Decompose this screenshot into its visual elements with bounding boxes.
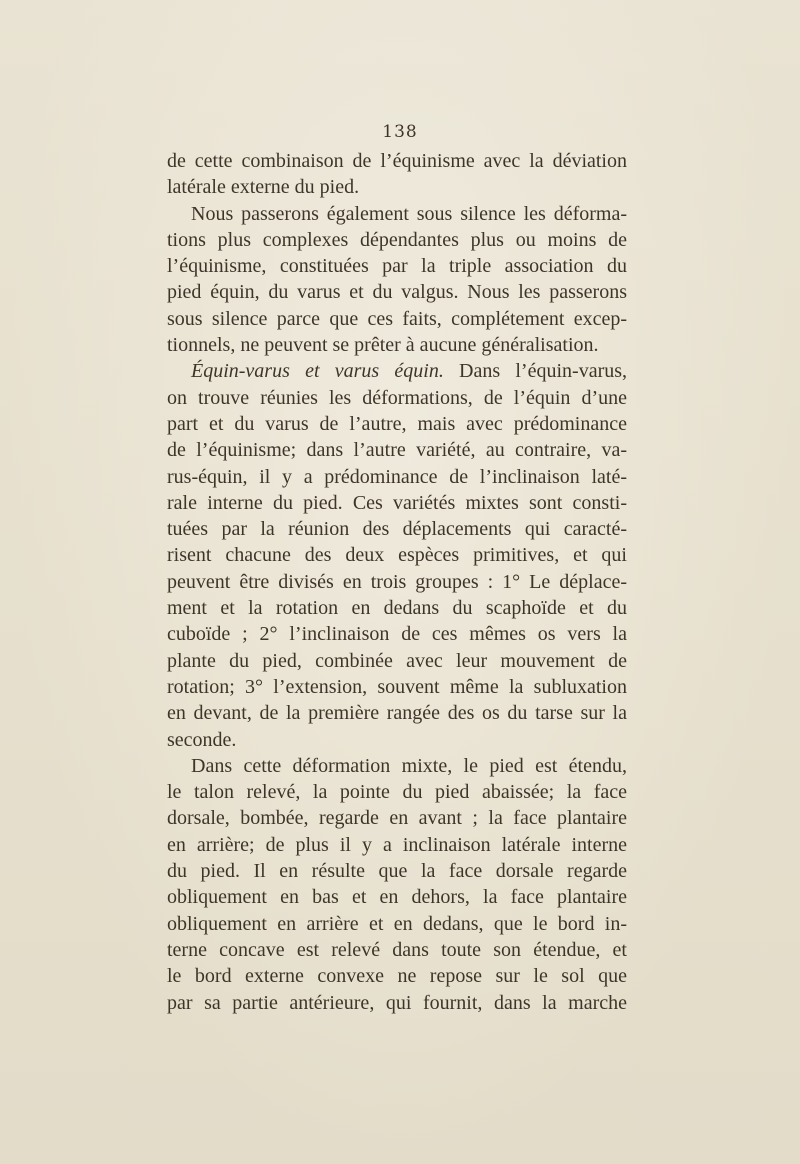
text-line: pied équin, du varus et du valgus. Nous les passerons <box>167 281 627 304</box>
text-line: terne concave est relevé dans toute son étendue, et <box>167 938 627 961</box>
section-heading-italic: Équin-varus et varus équin. <box>191 360 444 383</box>
text-line: rale interne du pied. Ces variétés mixtes sont consti- <box>167 491 627 514</box>
text-line: Dans cette déformation mixte, le pied est étendu, <box>191 754 627 777</box>
text-line: de cette combinaison de l’équinisme avec la déviation <box>167 150 627 172</box>
text-line: part et du varus de l’autre, mais avec prédominance <box>167 412 627 435</box>
text-line: obliquement en arrière et en dedans, que le bord in- <box>167 912 627 935</box>
text-line: de l’équinisme; dans l’autre variété, au contraire, va- <box>167 439 627 462</box>
text-line: le bord externe convexe ne repose sur le sol que <box>167 965 627 988</box>
text-line: sous silence parce que ces faits, complétement excep- <box>167 307 627 330</box>
text-line-content: Dans l’équin-varus, <box>443 360 628 383</box>
text-line: le talon relevé, la pointe du pied abaissée; la face <box>167 781 627 804</box>
text-line: Nous passerons également sous silence les déforma- <box>191 202 627 225</box>
text-line: l’équinisme, constituées par la triple association du <box>167 255 627 278</box>
text-line: plante du pied, combinée avec leur mouvement de <box>167 649 627 672</box>
text-line: ment et la rotation en dedans du scaphoïde et du <box>167 597 627 620</box>
text-line: obliquement en bas et en dehors, la face plantaire <box>167 886 627 909</box>
text-line: du pied. Il en résulte que la face dorsale regarde <box>167 860 627 883</box>
text-line: rotation; 3° l’extension, souvent même la subluxation <box>167 675 627 698</box>
text-line: tions plus complexes dépendantes plus ou moins de <box>167 228 627 251</box>
text-line: seconde. <box>167 728 237 751</box>
text-line: tuées par la réunion des déplacements qui caracté- <box>167 518 627 541</box>
text-line: en devant, de la première rangée des os du tarse sur la <box>167 702 627 725</box>
text-line: latérale externe du pied. <box>167 176 360 199</box>
body-text <box>167 148 627 1016</box>
text-line: dorsale, bombée, regarde en avant ; la face plantaire <box>167 807 627 830</box>
text-line: par sa partie antérieure, qui fournit, dans la marche <box>167 991 627 1014</box>
text-line: on trouve réunies les déformations, de l’équin d’une <box>167 386 627 409</box>
text-line: risent chacune des deux espèces primitives, et qui <box>167 544 627 567</box>
text-line: cuboïde ; 2° l’inclinaison de ces mêmes os vers la <box>167 623 627 646</box>
page-number: 138 <box>382 122 418 142</box>
text-line: en arrière; de plus il y a inclinaison latérale interne <box>167 833 627 856</box>
text-line <box>167 358 627 384</box>
text-line: peuvent être divisés en trois groupes : 1° Le déplace- <box>167 570 627 593</box>
text-line: tionnels, ne peuvent se prêter à aucune généralisation. <box>167 334 599 357</box>
text-line: rus-équin, il y a prédominance de l’inclinaison laté- <box>167 465 627 488</box>
